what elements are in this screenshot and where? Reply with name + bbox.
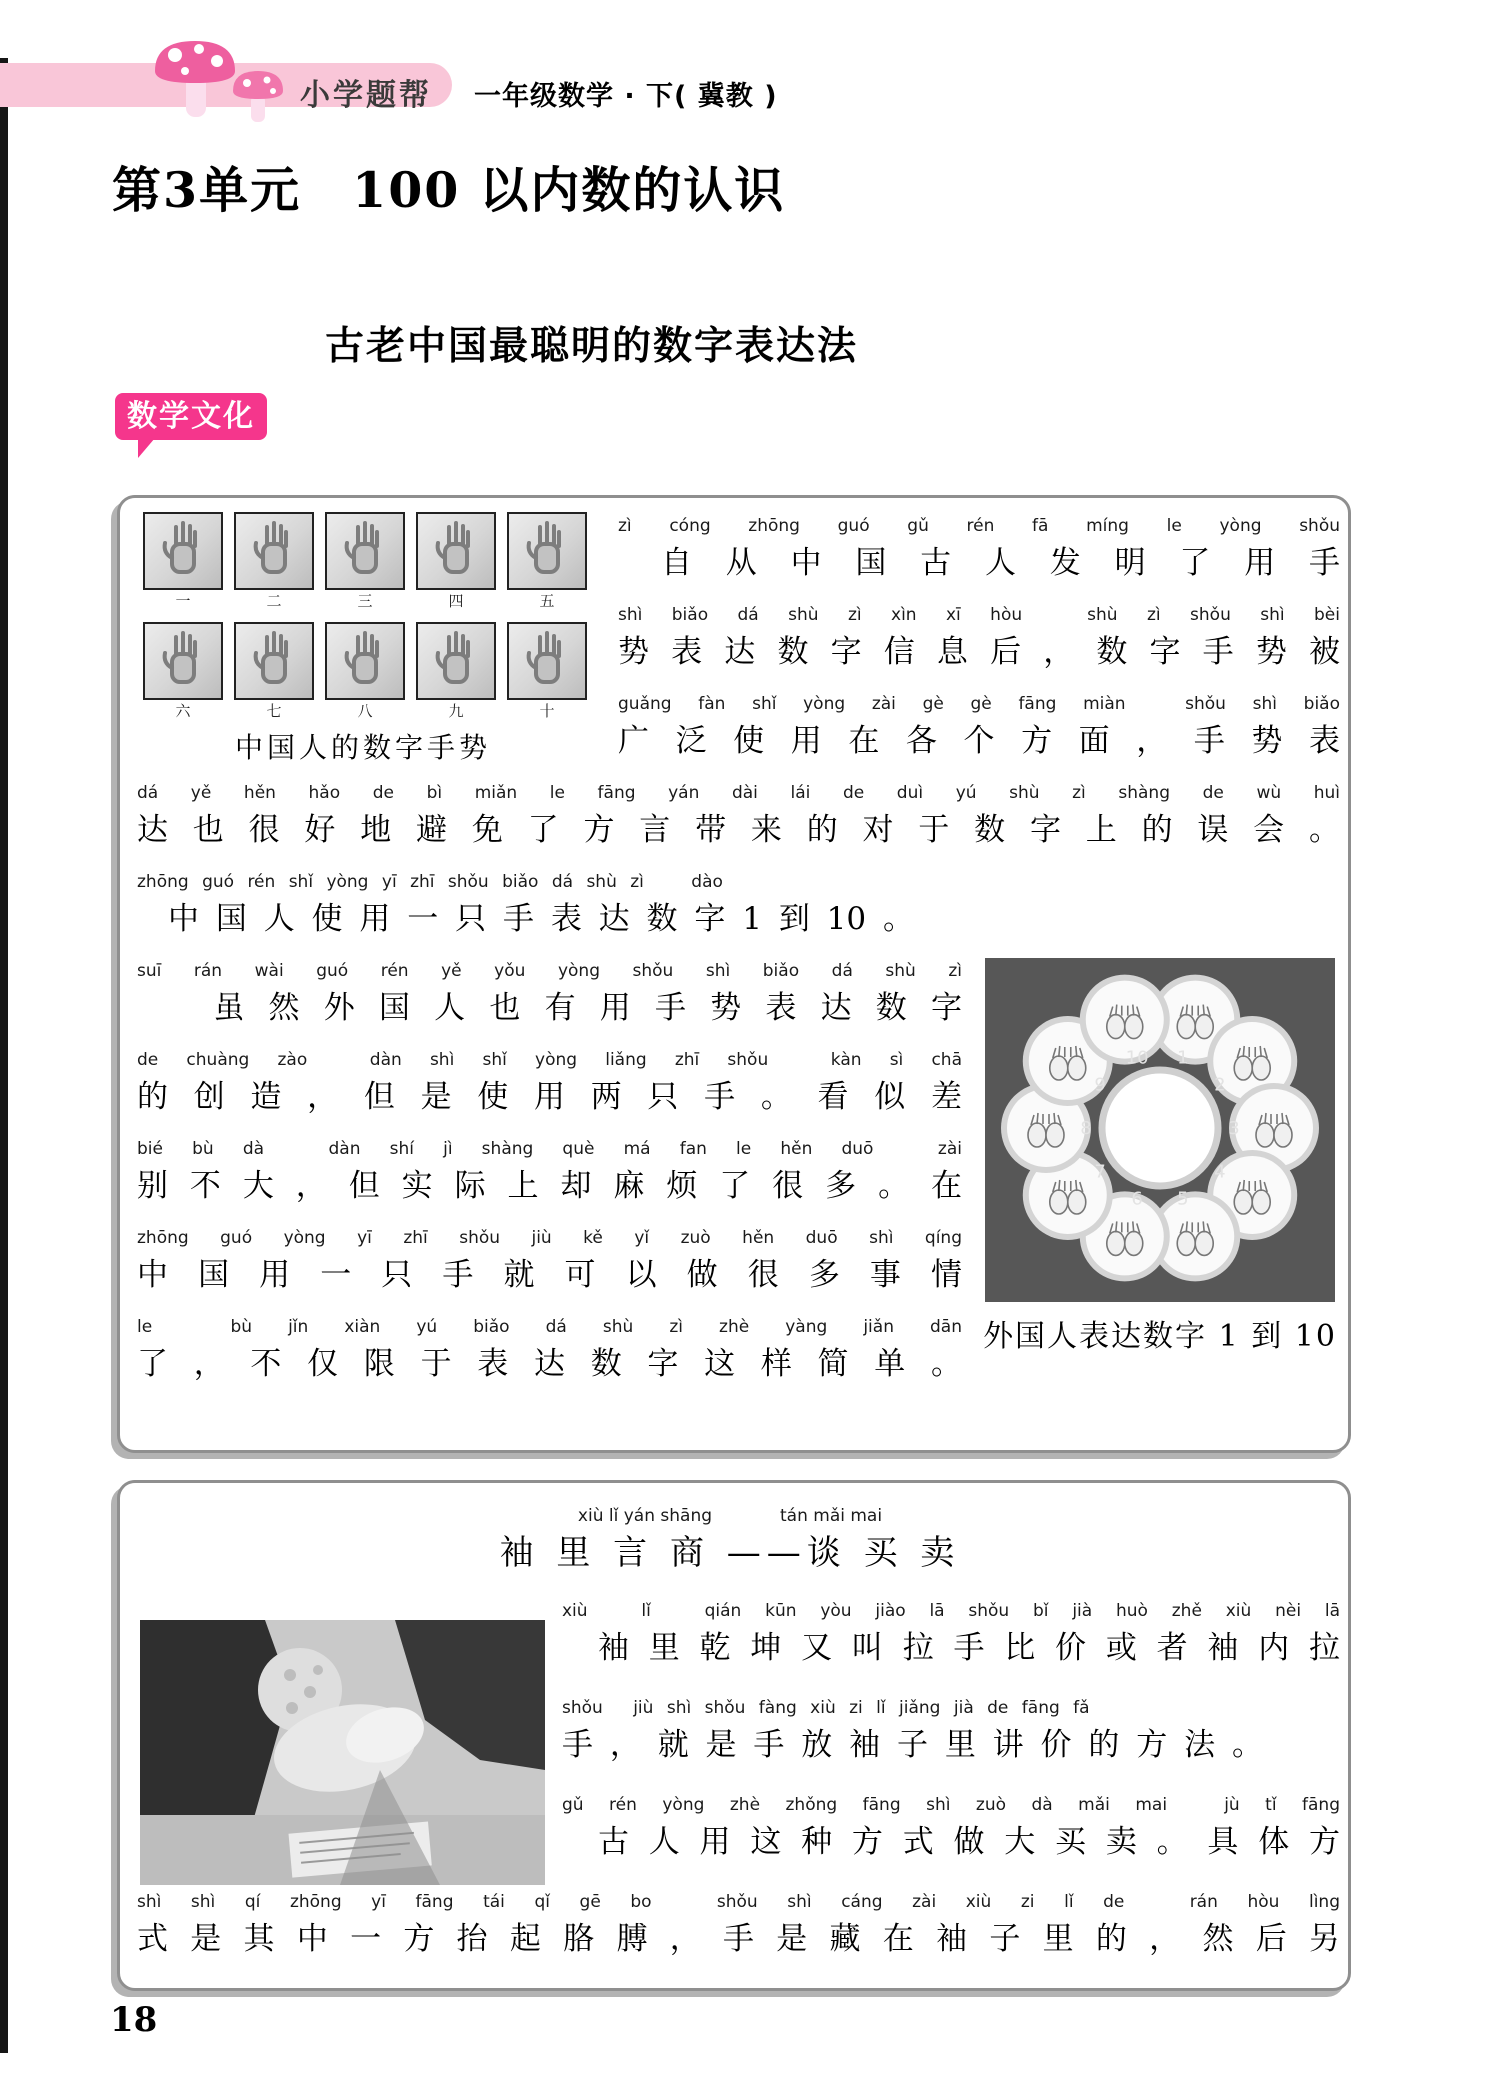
box2-title (400, 1505, 1060, 1574)
pinyin-line: suī rán wài guó rén yě yǒu yòng shǒu shì biǎo dá shù zì (137, 961, 962, 981)
gesture-photo-label: 四 (448, 592, 464, 610)
hanzi-line: 中 国 用 一 只 手 就 可 以 做 很 多 事 情 (137, 1257, 962, 1293)
pinyin-line: zhōng guó yòng yī zhī shǒu jiù kě yǐ zuò hěn duō shì qíng (137, 1228, 962, 1248)
pinyin-line: bié bù dà dàn shí jì shàng què má fan le hěn duō zài (137, 1139, 962, 1159)
gesture-photo (325, 622, 405, 700)
pinyin-line: guǎng fàn shǐ yòng zài gè gè fāng miàn shǒu shì biǎo (618, 694, 1340, 714)
pinyin-line: zhōng guó rén shǐ yòng yī zhī shǒu biǎo dá shù zì dào (137, 872, 723, 892)
page-number: 18 (110, 2000, 158, 2040)
gesture-photo (507, 622, 587, 700)
edition-label: 一年级数学 · 下( 冀教 ) (474, 81, 778, 112)
chinese-gesture-photo-grid (143, 512, 613, 722)
gesture-grid-caption: 中国人的数字手势 (234, 731, 491, 764)
foreign-gesture-dial-image (985, 958, 1335, 1302)
gesture-photo-label: 五 (539, 592, 555, 610)
svg-text:2: 2 (1214, 1074, 1226, 1096)
gesture-photo (507, 512, 587, 590)
hanzi-line: 虽 然 外 国 人 也 有 用 手 势 表 达 数 字 (137, 990, 962, 1026)
gesture-photo-label: 八 (357, 702, 373, 720)
gesture-photo-label: 一 (175, 592, 191, 610)
svg-text:1: 1 (1177, 1047, 1189, 1069)
pinyin-line: xiù lǐ qián kūn yòu jiào lā shǒu bǐ jià huò zhě xiù nèi lā (562, 1601, 1340, 1621)
text-line (137, 1227, 962, 1296)
text-line (562, 1697, 1340, 1766)
text-line (562, 1600, 1340, 1669)
hanzi-line: 手 ， 就 是 手 放 袖 子 里 讲 价 的 方 法 。 (562, 1727, 1263, 1763)
svg-text:4: 4 (1214, 1161, 1226, 1183)
gesture-photo-label: 九 (448, 702, 464, 720)
svg-text:3: 3 (1228, 1118, 1240, 1139)
hanzi-line: 中 国 人 使 用 一 只 手 表 达 数 字 1 到 10 。 (137, 901, 914, 937)
text-line (137, 1316, 962, 1385)
gesture-photo-label: 三 (357, 592, 373, 610)
foreign-dial-caption: 外国人表达数字 1 到 10 (983, 1319, 1337, 1354)
math-culture-badge: 数学文化 (115, 393, 267, 440)
svg-text:7: 7 (1094, 1161, 1106, 1183)
text-line (562, 1794, 1340, 1863)
page-gutter-edge (0, 58, 8, 2053)
hanzi-line: 的 创 造 ， 但 是 使 用 两 只 手 。 看 似 差 (137, 1079, 962, 1115)
pinyin-line: dá yě hěn hǎo de bì miǎn le fāng yán dài lái de duì yú shù zì shàng de wù huì (137, 783, 1340, 803)
hanzi-line: 古 人 用 这 种 方 式 做 大 买 卖 。 具 体 方 (562, 1824, 1340, 1860)
gesture-photo (143, 622, 223, 700)
pinyin-line: shì biǎo dá shù zì xìn xī hòu shù zì shǒu shì bèi (618, 605, 1340, 625)
hanzi-line: 别 不 大 ， 但 实 际 上 却 麻 烦 了 很 多 。 在 (137, 1168, 962, 1204)
pinyin-line: de chuàng zào dàn shì shǐ yòng liǎng zhī shǒu kàn sì chā (137, 1050, 962, 1070)
text-line (618, 515, 1340, 584)
unit-title: 第3单元 100 以内数的认识 (112, 161, 786, 219)
hanzi-line: 式 是 其 中 一 方 抬 起 胳 膊 ， 手 是 藏 在 袖 子 里 的 ， 然 后 另 (137, 1921, 1340, 1957)
sleeve-bargain-photo (140, 1620, 545, 1885)
hanzi-line: 袖 里 乾 坤 又 叫 拉 手 比 价 或 者 袖 内 拉 (562, 1630, 1340, 1666)
gesture-photo-label: 二 (266, 592, 282, 610)
pinyin-line: zì cóng zhōng guó gǔ rén fā míng le yòng shǒu (618, 516, 1340, 536)
text-line (137, 1049, 962, 1118)
gesture-photo (143, 512, 223, 590)
gesture-photo (416, 622, 496, 700)
hanzi-line: 广 泛 使 用 在 各 个 方 面 ， 手 势 表 (618, 723, 1340, 759)
svg-text:9: 9 (1094, 1074, 1106, 1096)
text-line (137, 782, 1340, 851)
pinyin-line: shì shì qí zhōng yī fāng tái qǐ gē bo shǒu shì cáng zài xiù zi lǐ de rán hòu lìng (137, 1892, 1340, 1912)
gesture-photo (234, 622, 314, 700)
hanzi-line: 达 也 很 好 地 避 免 了 方 言 带 来 的 对 于 数 字 上 的 误 会 。 (137, 812, 1340, 848)
pinyin-line: shǒu jiù shì shǒu fàng xiù zi lǐ jiǎng jià de fāng fǎ (562, 1698, 1090, 1718)
gesture-photo-label: 六 (175, 702, 191, 720)
article-title: 古老中国最聪明的数字表达法 (325, 324, 859, 369)
gesture-photo (234, 512, 314, 590)
gesture-photo (325, 512, 405, 590)
pinyin-line: le bù jǐn xiàn yú biǎo dá shù zì zhè yàng jiǎn dān (137, 1317, 962, 1337)
gesture-photo (416, 512, 496, 590)
hanzi-line: 了 ， 不 仅 限 于 表 达 数 字 这 样 简 单 。 (137, 1346, 962, 1382)
pinyin-line: xiù lǐ yán shāng tán mǎi mai (577, 1506, 883, 1526)
svg-text:10: 10 (1125, 1047, 1149, 1069)
hanzi-line: 袖 里 言 商 ——谈 买 卖 (499, 1533, 961, 1573)
text-line (137, 960, 962, 1029)
svg-text:8: 8 (1080, 1118, 1092, 1139)
badge-tail (138, 438, 155, 458)
text-line (137, 1138, 962, 1207)
pinyin-line: gǔ rén yòng zhè zhǒng fāng shì zuò dà mǎi mai jù tǐ fāng (562, 1795, 1340, 1815)
svg-text:5: 5 (1177, 1188, 1189, 1210)
text-line (137, 871, 1340, 940)
text-line (618, 604, 1340, 673)
mushroom-icon (133, 33, 303, 125)
brand-label: 小学题帮 (300, 78, 432, 113)
gesture-photo-label: 七 (266, 702, 282, 720)
svg-text:6: 6 (1131, 1188, 1143, 1210)
hanzi-line: 势 表 达 数 字 信 息 后 ， 数 字 手 势 被 (618, 634, 1340, 670)
hanzi-line: 自 从 中 国 古 人 发 明 了 用 手 (618, 545, 1340, 581)
text-line (137, 1891, 1340, 1960)
text-line (618, 693, 1340, 762)
gesture-photo-label: 十 (539, 702, 555, 720)
